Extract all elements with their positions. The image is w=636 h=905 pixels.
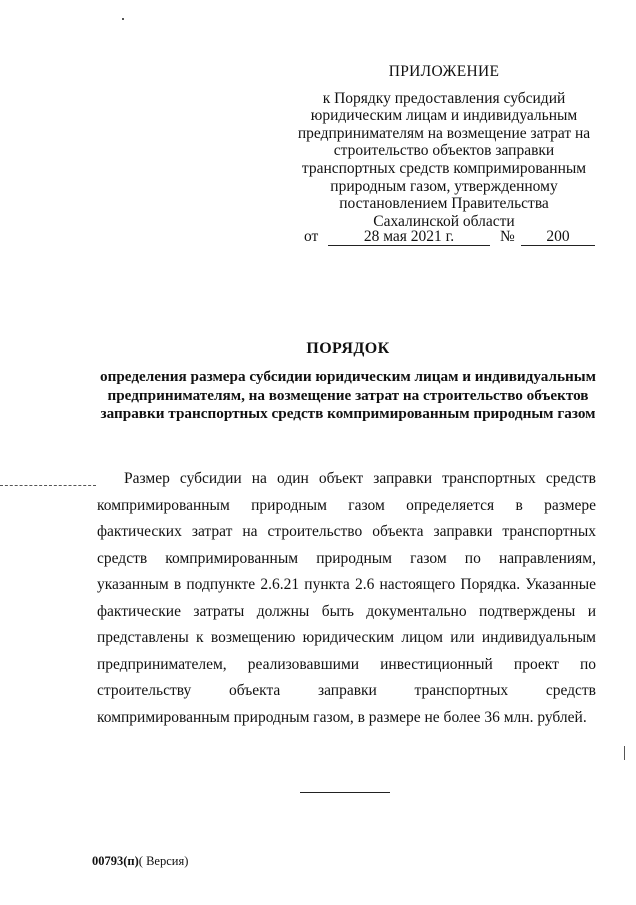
footer-code: 00793(п) (92, 854, 139, 868)
footer-document-code (92, 854, 188, 869)
date-label: от (304, 228, 319, 245)
document-subtitle: определения размера субсидии юридическим лицам и индивидуальным предпринимателям, на возмещение затрат на строительство объектов заправки транспортных средств компримированным природным газом (100, 368, 596, 423)
document-heading (90, 340, 606, 424)
number-label: № (500, 228, 515, 245)
scan-artifact-line (0, 485, 96, 488)
appendix-date-row (304, 228, 600, 248)
scan-speck (122, 18, 124, 20)
body-paragraph: Размер субсидии на один объект заправки транспортных средств компримированным природным газом определяется в размере фактических затрат на строительство объекта заправки транспортных средств компримированным природным газом по направлениям, указанным в подпункте 2.6.21 пункта 2.6 настоящего Порядка. Указанные фактические затраты должны быть документально подтверждены и представлены к возмещению юридическим лицом или индивидуальным предпринимателем, реализовавшими инвестиционный проект по строительству объекта заправки транспортных средств компримированным природным газом, в размере не более 36 млн. рублей. (97, 470, 596, 726)
appendix-title: ПРИЛОЖЕНИЕ (388, 63, 500, 80)
date-value: 28 мая 2021 г. (328, 228, 490, 246)
end-divider (300, 792, 390, 793)
appendix-block (296, 63, 592, 230)
footer-version: ( Версия) (138, 854, 189, 868)
document-title: ПОРЯДОК (306, 340, 390, 357)
appendix-text: к Порядку предоставления субсидий юридическим лицам и индивидуальным предпринимателям на возмещение затрат на строительство объектов заправки транспортных средств компримированным природным газом, утвержденному постановлением Правительства Сахалинской области (297, 89, 591, 230)
scan-speck (624, 746, 625, 760)
number-value: 200 (521, 228, 595, 246)
